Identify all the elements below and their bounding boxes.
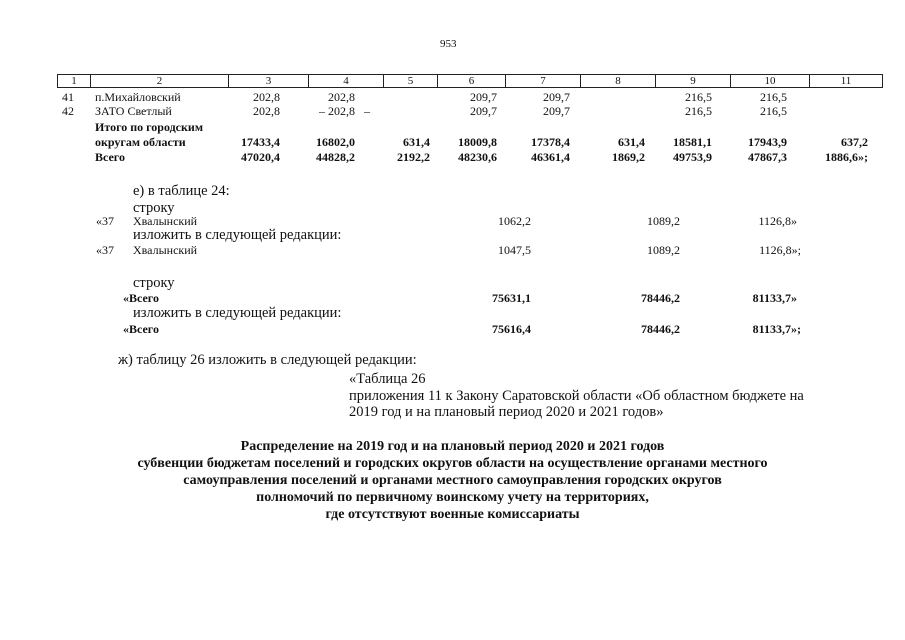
replace-text: изложить в следующей редакции:	[133, 227, 342, 243]
value: 1126,8»	[758, 214, 797, 228]
row-word: строку	[133, 200, 175, 216]
col-header: 6	[438, 75, 506, 88]
col-header: 1	[58, 75, 91, 88]
table-cell: 202,8	[253, 90, 280, 104]
section-zh: ж) таблицу 26 изложить в следующей редакции:	[118, 352, 417, 368]
table-cell: 631,4	[403, 135, 430, 149]
section-e-intro: е) в таблице 24:	[133, 183, 230, 199]
col-header: 4	[309, 75, 384, 88]
table-cell: 2192,2	[397, 150, 430, 164]
table-cell: 18581,1	[673, 135, 712, 149]
row-name: п.Михайловский	[95, 90, 181, 104]
table-cell: 16802,0	[316, 135, 355, 149]
table-cell: –	[364, 104, 370, 118]
row-number: 41	[62, 90, 74, 104]
page-number: 953	[440, 38, 457, 50]
row-name: округам области	[95, 135, 186, 149]
table-cell: 202,8	[328, 90, 355, 104]
table-cell: 44828,2	[316, 150, 355, 164]
row-name: «Всего	[123, 291, 159, 305]
table-cell: 631,4	[618, 135, 645, 149]
row-name: Итого по городским	[95, 120, 204, 134]
table-cell: 216,5	[760, 104, 787, 118]
table-cell: 202,8	[253, 104, 280, 118]
replace-text: изложить в следующей редакции:	[133, 305, 342, 321]
col-header: 5	[384, 75, 438, 88]
value: 75631,1	[492, 291, 531, 305]
row-num: «37	[96, 243, 114, 257]
row-name: «Всего	[123, 322, 159, 336]
col-header: 11	[810, 75, 883, 88]
table-cell: 1869,2	[612, 150, 645, 164]
document-title: субвенции бюджетам поселений и городских округов области на осуществление органами местного	[137, 456, 768, 471]
col-header: 7	[506, 75, 581, 88]
table-cell: 209,7	[543, 90, 570, 104]
table-caption: приложения 11 к Закону Саратовской области «Об областном бюджете на	[349, 388, 804, 404]
table-cell: 216,5	[685, 104, 712, 118]
value: 81133,7»;	[752, 322, 801, 336]
table-cell: 17433,4	[241, 135, 280, 149]
row-name: Всего	[95, 150, 125, 164]
table-cell: 18009,8	[458, 135, 497, 149]
table-cell: 47020,4	[241, 150, 280, 164]
table-caption: 2019 год и на плановый период 2020 и 2021 годов»	[349, 404, 664, 420]
document-title: где отсутствуют военные комиссариаты	[325, 507, 580, 522]
value: 1062,2	[498, 214, 531, 228]
col-header: 2	[91, 75, 229, 88]
value: 1126,8»;	[759, 243, 801, 257]
value: 1089,2	[647, 243, 680, 257]
row-name: Хвалынский	[133, 243, 198, 257]
row-name: ЗАТО Светлый	[95, 104, 172, 118]
table-cell: 49753,9	[673, 150, 712, 164]
table-header	[57, 74, 883, 88]
value: 75616,4	[492, 322, 531, 336]
col-header: 3	[229, 75, 309, 88]
table-cell: 209,7	[470, 104, 497, 118]
document-title: Распределение на 2019 год и на плановый период 2020 и 2021 годов	[240, 439, 665, 454]
table-cell: 216,5	[685, 90, 712, 104]
table-cell: 209,7	[543, 104, 570, 118]
value: 1089,2	[647, 214, 680, 228]
table-cell: 209,7	[470, 90, 497, 104]
document-title: самоуправления поселений и органами местного самоуправления городских округов	[183, 473, 722, 488]
value: 78446,2	[641, 322, 680, 336]
col-header: 9	[656, 75, 731, 88]
table-caption: «Таблица 26	[349, 371, 426, 387]
document-title: полномочий по первичному воинскому учету на территориях,	[256, 490, 649, 505]
table-cell: 46361,4	[531, 150, 570, 164]
table-cell: 17378,4	[531, 135, 570, 149]
row-word: строку	[133, 275, 175, 291]
table-cell: 17943,9	[748, 135, 787, 149]
value: 78446,2	[641, 291, 680, 305]
table-cell: 47867,3	[748, 150, 787, 164]
col-header: 8	[581, 75, 656, 88]
row-num: «37	[96, 214, 114, 228]
table-cell: 1886,6»;	[825, 150, 868, 164]
value: 1047,5	[498, 243, 531, 257]
table-cell: 216,5	[760, 90, 787, 104]
table-cell: 48230,6	[458, 150, 497, 164]
row-number: 42	[62, 104, 74, 118]
table-cell: – 202,8	[319, 104, 355, 118]
table-cell: 637,2	[841, 135, 868, 149]
col-header: 10	[731, 75, 810, 88]
row-name: Хвалынский	[133, 214, 198, 228]
value: 81133,7»	[752, 291, 797, 305]
